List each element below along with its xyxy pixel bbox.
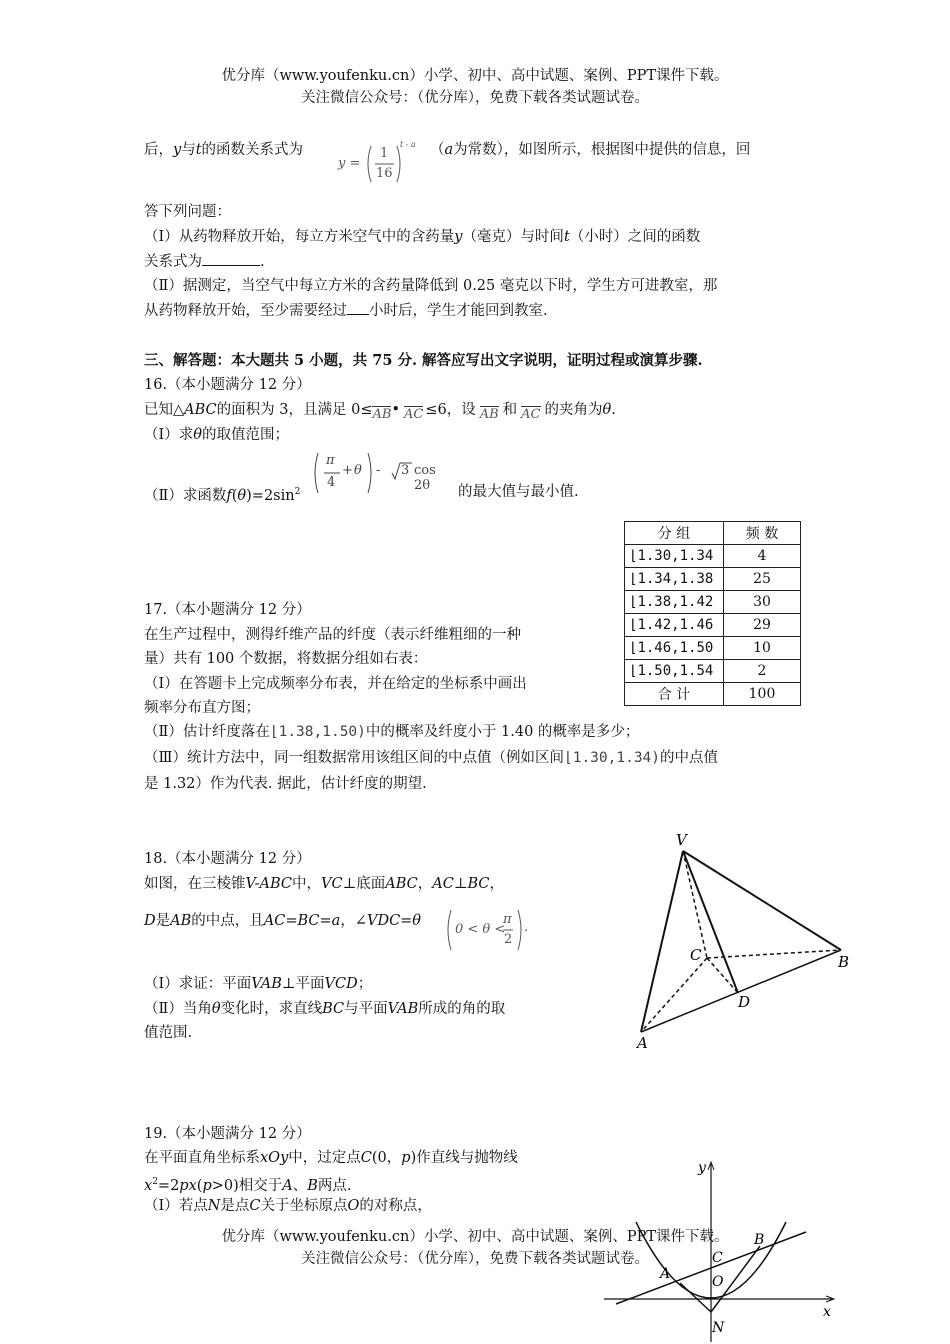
q19-head: 19.（本小题满分 12 分） — [144, 1126, 311, 1142]
table-row: ⌊1.34,1.38 25 — [625, 568, 801, 591]
q17-line7: 是 1.32）作为代表. 据此，估计纤度的期望. — [144, 776, 427, 792]
q17-line6: （Ⅲ）统计方法中，同一组数据常用该组区间的中点值（例如区间⌊1.30,1.34)的中点值 — [144, 750, 719, 766]
header-line-1: 优分库（www.youfenku.cn）小学、初中、高中试题、案例、PPT课件下载。 — [221, 68, 729, 84]
q17-line4: 频率分布直方图； — [144, 700, 260, 716]
table-row: ⌊1.38,1.42 30 — [625, 591, 801, 614]
q15-intro: 后，y与t的函数关系式为 — [144, 142, 304, 158]
q18-line2: D是AB的中点，且AC=BC=a，∠VDC=θ — [144, 913, 422, 929]
label-B: B — [754, 1232, 765, 1248]
q18-part1: （Ⅰ）求证：平面VAB⊥平面VCD； — [144, 976, 373, 992]
edge-VD — [683, 851, 738, 993]
q17-line1: 在生产过程中，测得纤维产品的纤度（表示纤维粗细的一种 — [144, 627, 521, 643]
q15-line2: 答下列问题： — [144, 204, 231, 220]
footer-line-1: 优分库（www.youfenku.cn）小学、初中、高中试题、案例、PPT课件下载。 — [221, 1229, 729, 1245]
q18-formula: 0 < θ < π 2 . — [445, 906, 535, 954]
table-row: ⌊1.50,1.54 2 — [625, 660, 801, 683]
label-V: V — [676, 831, 687, 849]
edge-AB — [641, 950, 841, 1032]
edge-CA — [641, 958, 707, 1032]
q17-line5: （Ⅱ）估计纤度落在⌊1.38,1.50)中的概率及纤度小于 1.40 的概率是多少； — [144, 724, 640, 740]
edge-VA — [641, 851, 683, 1032]
section-title: 三、解答题：本大题共 5 小题，共 75 分. 解答应写出文字说明，证明过程或演算步骤. — [144, 352, 703, 369]
q17-line3: （Ⅰ）在答题卡上完成频率分布表，并在给定的坐标系中画出 — [144, 676, 527, 692]
edge-CB — [707, 950, 841, 958]
label-A: A — [637, 1034, 648, 1052]
q16-head: 16.（本小题满分 12 分） — [144, 377, 311, 393]
q18-head: 18.（本小题满分 12 分） — [144, 851, 311, 867]
edge-CD — [707, 958, 738, 993]
table-header-count: 频 数 — [724, 522, 801, 545]
q16-line1: 已知△ABC的面积为 3，且满足 0≤AB• AC ≤6，设 AB 和 AC 的夹角为θ. — [144, 402, 616, 422]
header-line-2: 关注微信公众号：（优分库），免费下载各类试题试卷。 — [301, 90, 649, 106]
q17-head: 17.（本小题满分 12 分） — [144, 602, 311, 618]
table-row: ⌊1.46,1.50 10 — [625, 637, 801, 660]
q16-formula: π 4 + θ - 3 cos 2θ — [312, 449, 454, 497]
label-B: B — [838, 953, 850, 971]
label-C: C — [690, 946, 702, 964]
pyramid-figure — [620, 826, 860, 1056]
q19-line1: 在平面直角坐标系xOy中，过定点C(0，p)作直线与抛物线 — [144, 1150, 518, 1166]
q18-line1: 如图，在三棱锥V-ABC中，VC⊥底面ABC，AC⊥BC， — [144, 876, 504, 892]
answer-blank[interactable] — [347, 300, 369, 315]
q15-part1: （Ⅰ）从药物释放开始，每立方米空气中的含药量y（毫克）与时间t（小时）之间的函数 — [144, 229, 701, 245]
q16-part2-rest: 的最大值与最小值. — [458, 484, 579, 500]
table-total-row: 合 计 100 — [625, 683, 801, 706]
q19-part1: （Ⅰ）若点N是点C关于坐标原点O的对称点， — [144, 1198, 432, 1214]
q19-line2: $x^2=2px(p>0)$相交于A、B两点. — [144, 1177, 352, 1194]
table-row: ⌊1.30,1.34 4 — [625, 545, 801, 568]
label-D: D — [738, 993, 751, 1011]
label-C: C — [712, 1250, 723, 1266]
q16-part2: （Ⅱ）求函数$f(\theta)=2\sin^2$ — [144, 487, 301, 504]
q16-part1: （Ⅰ）求θ的取值范围； — [144, 427, 289, 443]
q15-formula: y = 1 16 t - a — [338, 142, 424, 186]
footer-line-2: 关注微信公众号：（优分库），免费下载各类试题试卷。 — [301, 1251, 649, 1267]
q15-part2-cont: 从药物释放开始，至少需要经过 小时后，学生才能回到教室. — [144, 300, 548, 321]
table-row: ⌊1.42,1.46 29 — [625, 614, 801, 637]
label-N: N — [712, 1320, 725, 1336]
q15-part1-cont: 关系式为 . — [144, 251, 265, 272]
q15-part2: （Ⅱ）据测定，当空气中每立方米的含药量降低到 0.25 毫克以下时，学生方可进教室，那 — [144, 278, 718, 294]
label-O: O — [712, 1274, 724, 1290]
label-x: x — [823, 1304, 831, 1320]
table-header-row — [625, 522, 801, 545]
q18-part2: （Ⅱ）当角θ变化时，求直线BC与平面VAB所成的角的取 — [144, 1001, 506, 1017]
table-header-group: 分 组 — [625, 522, 724, 545]
q15-intro-rest: （a为常数），如图所示，根据图中提供的信息，回 — [430, 142, 751, 158]
label-A: A — [660, 1266, 671, 1282]
frequency-table — [624, 521, 801, 706]
edge-VB — [683, 851, 841, 950]
answer-blank[interactable] — [202, 251, 260, 266]
label-y: y — [698, 1160, 706, 1176]
q17-line2: 量）共有 100 个数据，将数据分组如右表： — [144, 651, 428, 667]
q18-part2-cont: 值范围. — [144, 1025, 193, 1041]
